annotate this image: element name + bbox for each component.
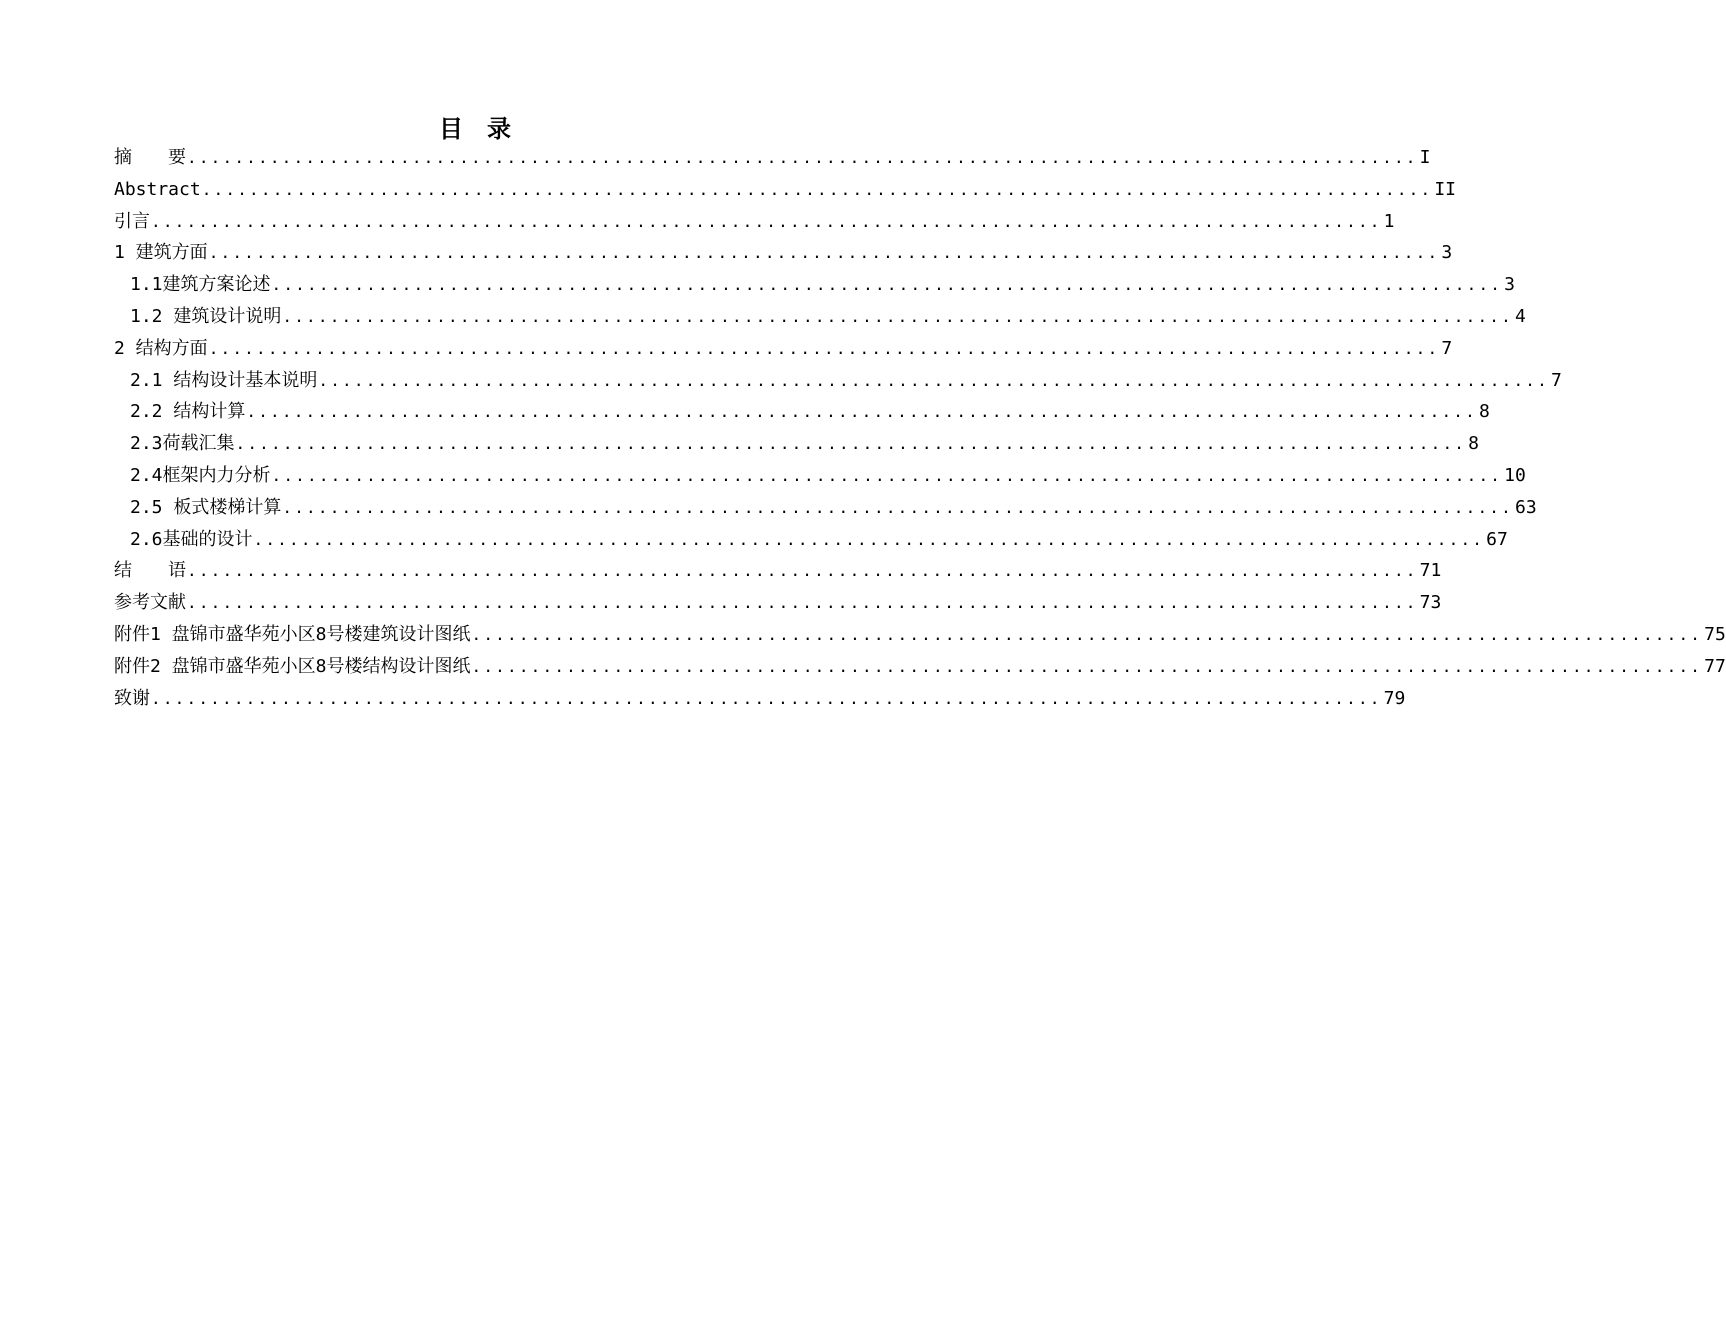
toc-entry[interactable] [114,683,1406,715]
toc-entry[interactable] [114,301,1526,333]
toc-entry[interactable] [114,651,1726,683]
toc-leader-dots: ........................................................................................................ [471,624,1703,644]
toc-entry[interactable] [114,269,1515,301]
toc-entry-page: 3 [1504,274,1515,296]
toc-entry-label: 2 结构方面 [114,337,208,359]
toc-leader-dots: ........................................................................................................ [282,497,1513,517]
toc-entry-label: 结 语 [114,560,186,582]
toc-leader-dots: ........................................................................................................ [201,179,1433,199]
toc-entry-label: 1 建筑方面 [114,242,208,264]
toc-entry[interactable] [114,333,1453,365]
toc-entry-page: 73 [1419,592,1442,614]
toc-entry-page: 8 [1478,401,1490,423]
toc-entry-label: 摘 要 [114,147,186,168]
toc-leader-dots: ........................................................................................................ [246,402,1477,422]
toc-entry[interactable] [114,492,1537,524]
toc-entry-label: 2.4框架内力分析 [130,464,271,486]
toc-leader-dots: ........................................................................................................ [235,434,1467,454]
toc-entry-label: 参考文献 [114,592,186,614]
toc-entry-page: II [1434,178,1457,200]
toc-entry-page: 77 [1704,655,1726,677]
toc-entry[interactable] [114,365,1562,397]
toc-entry-page: I [1419,147,1431,168]
toc-entry[interactable] [114,587,1442,619]
toc-entry[interactable] [114,237,1453,269]
toc-entry-page: 3 [1441,242,1453,264]
toc-entry-page: 63 [1514,496,1537,518]
toc-entry[interactable] [114,555,1442,587]
toc-entry-label: 2.2 结构计算 [130,401,246,423]
toc-leader-dots: ........................................................................................................ [187,148,1418,167]
toc-leader-dots: ........................................................................................................ [471,656,1703,676]
toc-entry-label: 2.5 板式楼梯计算 [130,496,282,518]
toc-leader-dots: ........................................................................................................ [208,338,1440,358]
toc-entry-page: 4 [1514,305,1526,327]
toc-leader-dots: ........................................................................................................ [271,465,1503,485]
toc-entry-label: 2.6基础的设计 [130,528,253,550]
toc-entry-page: 10 [1504,464,1526,486]
toc-entry-label: 2.1 结构设计基本说明 [130,369,318,391]
toc-leader-dots: ........................................................................................................ [253,529,1485,549]
toc-entry[interactable] [114,206,1395,238]
toc-entry-page: 71 [1419,560,1442,582]
toc-entry[interactable] [114,174,1457,206]
toc-leader-dots: ........................................................................................................ [271,275,1503,295]
toc-entry-label: Abstract [114,178,201,200]
toc-entry[interactable] [114,396,1490,428]
toc-entry[interactable] [114,619,1726,651]
toc-entry-label: 2.3荷载汇集 [130,433,235,455]
toc-entry[interactable] [114,428,1479,460]
toc-entry[interactable] [114,460,1526,492]
toc-entry-label: 引言 [114,210,150,232]
toc-leader-dots: ........................................................................................................ [151,688,1382,708]
toc-list [114,142,1726,714]
toc-leader-dots: ........................................................................................................ [208,243,1440,263]
toc-entry-page: 79 [1383,687,1406,709]
toc-entry[interactable] [114,142,1431,174]
toc-leader-dots: ........................................................................................................ [187,593,1418,613]
toc-leader-dots: ........................................................................................................ [318,370,1549,390]
toc-entry-label: 1.1建筑方案论述 [130,274,271,296]
toc-leader-dots: ........................................................................................................ [151,211,1382,231]
toc-title: 目 录 [439,115,511,143]
toc-entry-page: 67 [1486,528,1508,550]
toc-entry-page: 7 [1441,337,1453,359]
toc-entry-page: 75 [1704,623,1726,645]
toc-entry[interactable] [114,524,1508,556]
toc-entry-label: 附件2 盘锦市盛华苑小区8号楼结构设计图纸 [114,655,471,677]
toc-entry-page: 1 [1383,210,1395,232]
toc-entry-label: 1.2 建筑设计说明 [130,305,282,327]
toc-entry-page: 8 [1468,433,1479,455]
toc-entry-label: 致谢 [114,687,150,709]
toc-entry-label: 附件1 盘锦市盛华苑小区8号楼建筑设计图纸 [114,623,471,645]
toc-entry-page: 7 [1550,369,1562,391]
toc-leader-dots: ........................................................................................................ [187,561,1418,581]
toc-leader-dots: ........................................................................................................ [282,306,1513,326]
